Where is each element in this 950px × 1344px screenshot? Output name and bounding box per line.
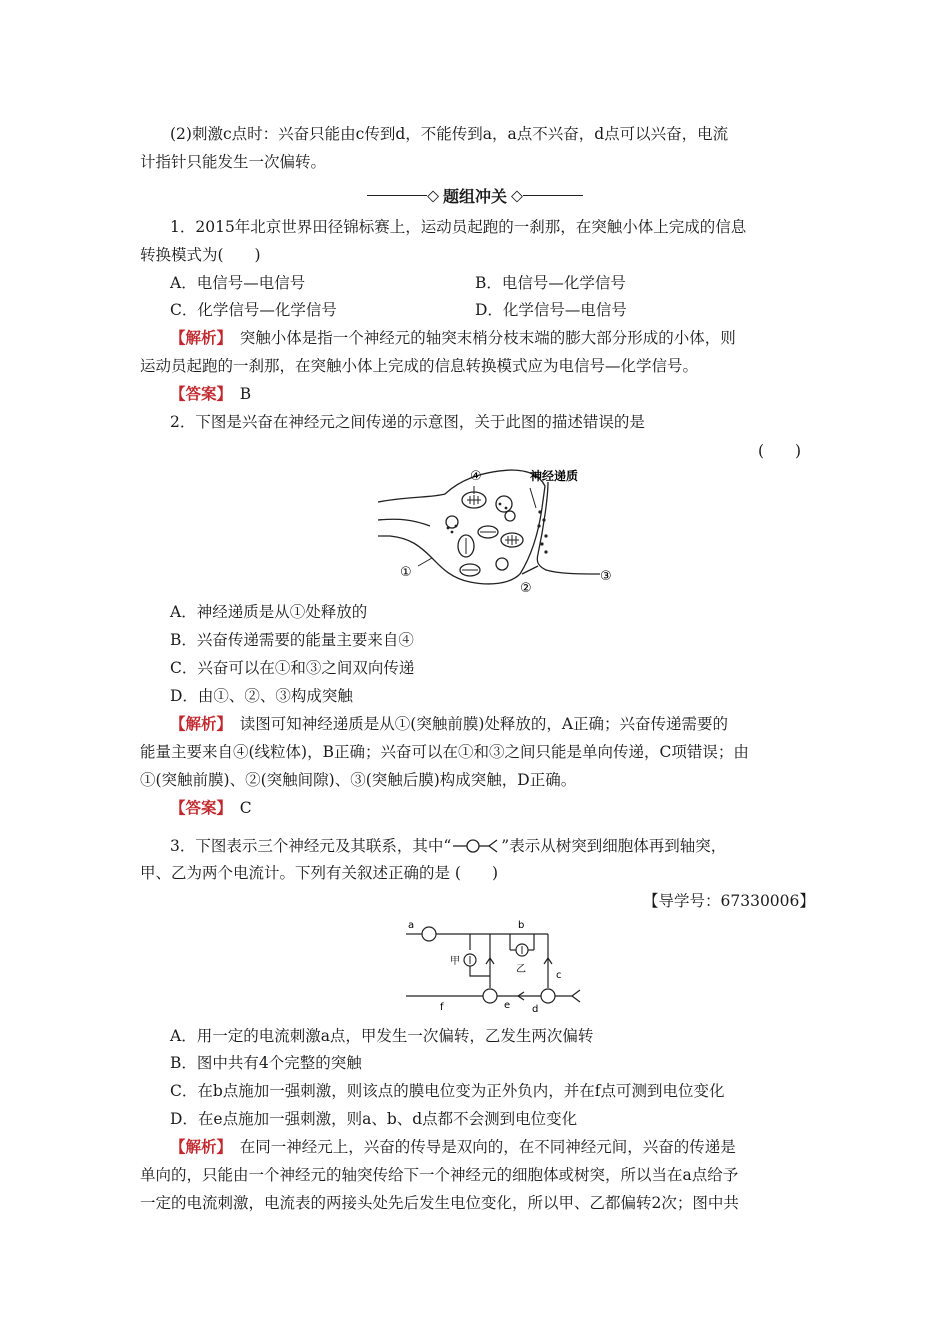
title-rule-right (523, 195, 583, 196)
q1-option-a: A．电信号—电信号 (170, 274, 306, 292)
q3-option-a: A．用一定的电流刺激a点，甲发生一次偏转，乙发生两次偏转 (170, 1027, 594, 1045)
q2-option-c: C．兴奋可以在①和③之间双向传递 (170, 659, 415, 677)
q1-analysis-line-1 (170, 327, 736, 349)
q2-analysis-line-1 (170, 713, 728, 735)
synapse-diagram (370, 466, 620, 596)
q2-answer-value: C (224, 799, 252, 817)
q2-option-b: B．兴奋传递需要的能量主要来自④ (170, 631, 414, 649)
q3-stem-line-2: 甲、乙为两个电流计。下列有关叙述正确的是 ( ) (140, 864, 499, 882)
fig-label-2: ② (520, 581, 532, 596)
fig-label-4: ④ (470, 469, 482, 484)
q3-analysis-line-2: 单向的，只能由一个神经元的轴突传给下一个神经元的细胞体或树突，所以当在a点给予 (140, 1166, 739, 1184)
fig-label-e: e (504, 1000, 511, 1011)
q2-answer-paren: ( ) (758, 442, 802, 460)
fig-label-neurotransmitter: 神经递质 (530, 469, 579, 483)
q3-option-b: B．图中共有4个完整的突触 (170, 1054, 362, 1072)
neuron-circuit-diagram (400, 916, 610, 1020)
q2-analysis-line-3: ①(突触前膜)、②(突触间隙)、③(突触后膜)构成突触，D正确。 (140, 771, 577, 789)
diamond-icon: ◇ (427, 186, 439, 205)
intro-line-2: 计指针只能发生一次偏转。 (140, 153, 327, 171)
guide-number: 【导学号：67330006】 (643, 892, 815, 910)
analysis-tag: 【解析】 (170, 1137, 225, 1156)
q1-analysis-text: 突触小体是指一个神经元的轴突末梢分枝末端的膨大部分形成的小体，则 (224, 329, 736, 347)
fig-label-a: a (408, 920, 415, 931)
fig-label-jia: 甲 (450, 956, 460, 967)
fig-label-1: ① (400, 565, 412, 580)
intro-line-1: (2)刺激c点时：兴奋只能由c传到d，不能传到a，a点不兴奋，d点可以兴奋，电流 (170, 125, 729, 143)
q1-option-c: C．化学信号—化学信号 (170, 301, 337, 319)
q2-analysis-line-2: 能量主要来自④(线粒体)，B正确；兴奋可以在①和③之间只能是单向传递，C项错误；由 (140, 743, 749, 761)
q2-option-d: D．由①、②、③构成突触 (170, 687, 353, 705)
q3-stem-line-1 (170, 835, 726, 857)
fig-label-d: d (532, 1004, 539, 1015)
q3-analysis-text: 在同一神经元上，兴奋的传导是双向的，在不同神经元间，兴奋的传递是 (224, 1138, 736, 1156)
section-title (0, 184, 950, 207)
answer-tag: 【答案】 (170, 798, 225, 817)
q3-stem-part-b: ”表示从树突到细胞体再到轴突， (501, 837, 727, 855)
q2-option-a: A．神经递质是从①处释放的 (170, 603, 368, 621)
q1-answer (170, 383, 251, 405)
q3-analysis-line-3: 一定的电流刺激，电流表的两接头处先后发生电位变化，所以甲、乙都偏转2次；图中共 (140, 1194, 739, 1212)
q3-option-d: D．在e点施加一强刺激，则a、b、d点都不会测到电位变化 (170, 1110, 578, 1128)
fig-label-3: ③ (600, 569, 612, 584)
q1-stem-line-1: 1．2015年北京世界田径锦标赛上，运动员起跑的一刹那，在突触小体上完成的信息 (170, 218, 747, 236)
q2-answer (170, 797, 252, 819)
fig-label-yi: 乙 (516, 964, 526, 975)
q1-analysis-line-2: 运动员起跑的一刹那，在突触小体上完成的信息转换模式应为电信号—化学信号。 (140, 357, 699, 375)
q1-stem-line-2: 转换模式为( ) (140, 246, 261, 264)
q2-analysis-text: 读图可知神经递质是从①(突触前膜)处释放的，A正确；兴奋传递需要的 (224, 715, 729, 733)
analysis-tag: 【解析】 (170, 714, 225, 733)
section-title-text: 题组冲关 (442, 187, 507, 206)
fig-label-b: b (518, 920, 525, 931)
fig-label-c: c (556, 970, 562, 981)
fig-label-f: f (440, 1002, 444, 1013)
q3-option-c: C．在b点施加一强刺激，则该点的膜电位变为正外负内，并在f点可测到电位变化 (170, 1082, 725, 1100)
q1-option-b: B．电信号—化学信号 (475, 274, 626, 292)
q2-stem: 2．下图是兴奋在神经元之间传递的示意图，关于此图的描述错误的是 (170, 413, 645, 431)
q3-analysis-line-1 (170, 1136, 736, 1158)
answer-tag: 【答案】 (170, 384, 225, 403)
neuron-symbol-icon (451, 838, 501, 854)
analysis-tag: 【解析】 (170, 328, 225, 347)
q1-option-d: D．化学信号—电信号 (475, 301, 627, 319)
diamond-icon: ◇ (511, 186, 523, 205)
title-rule-left (367, 195, 427, 196)
q3-stem-part-a: 3．下图表示三个神经元及其联系，其中“ (170, 837, 452, 855)
q1-answer-value: B (224, 385, 252, 403)
